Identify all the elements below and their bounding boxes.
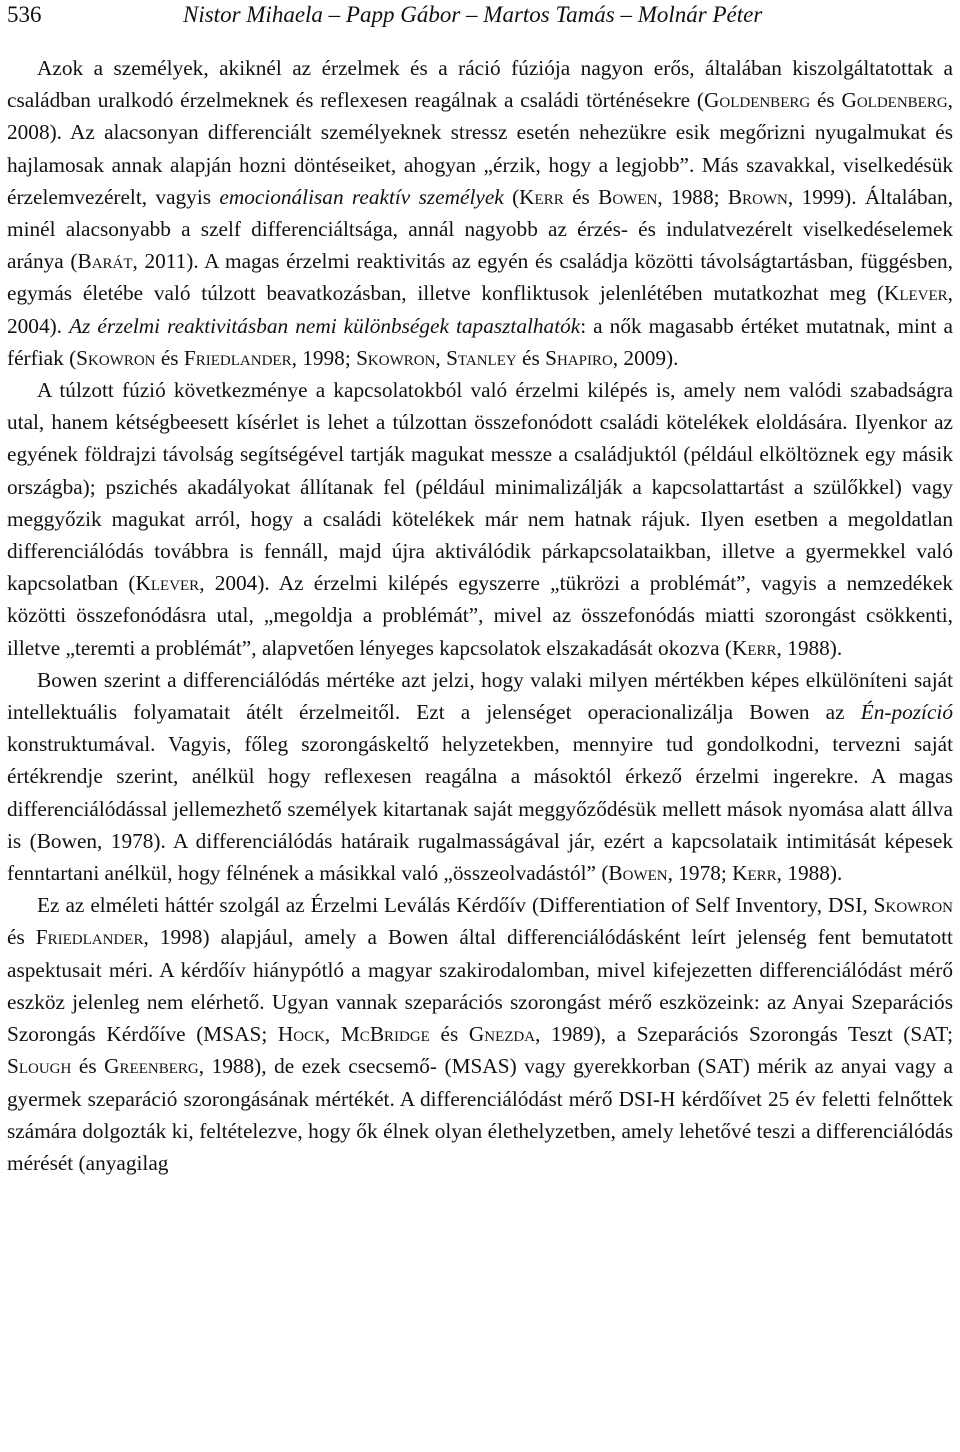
- text-run: , 2004).: [7, 281, 953, 338]
- author-name: Kerr: [732, 861, 777, 886]
- text-run: , 1989), a Szeparációs Szorongás Teszt (SAT;: [535, 1022, 953, 1047]
- page-number: 536: [7, 2, 42, 27]
- running-head-authors: Nistor Mihaela – Papp Gábor – Martos Tamás – Molnár Péter: [183, 2, 763, 27]
- italic-term: Az érzelmi reaktivitásban nemi különbségek tapasztalhatók: [69, 313, 581, 338]
- text-run: : a nők magasabb értéket mutatnak, mint a férfiak (: [7, 313, 953, 370]
- author-name: Klever: [135, 571, 200, 596]
- text-run: , 1978;: [667, 861, 733, 886]
- text-run: és: [429, 1022, 469, 1047]
- text-run: , 1988), de ezek csecsemő- (MSAS) vagy gyerekkorban (SAT) mérik az anyai vagy a gyermek szeparáció szorongásának mértékét. A differenciálódást mérő DSI-H kérdőívet 25 év feletti felnőttek számára dolgozták ki, feltételezve, hogy ők élnek olyan élethelyzetben, amely lehetővé teszi a differenciálódás mérését (anyagilag: [7, 1054, 954, 1175]
- italic-term: Én-pozíció: [860, 700, 953, 725]
- text-run: ,: [324, 1022, 341, 1047]
- text-run: , 1988;: [657, 184, 728, 209]
- text-run: , 1988).: [776, 861, 843, 886]
- author-name: Skowron: [76, 345, 156, 370]
- author-name: Bowen: [608, 861, 668, 886]
- body-text: [7, 52, 953, 1179]
- text-run: , 2008). Az alacsonyan differenciált személyeknek stressz esetén nehezükre esik megőrizni nyugalmukat és hajlamosak annak alapján hozni döntéseiket, ahogyan „érzik, hogy a legjobb”. Más szavakkal, viselkedésük érzelemvezérelt, vagyis: [7, 88, 953, 209]
- italic-term: emocionálisan reaktív személyek: [219, 184, 504, 209]
- text-run: Azok a személyek, akiknél az érzelmek és a ráció fúziója nagyon erős, általában kiszolgáltatottak a családban uralkodó érzelmeknek és reflexesen reagálnak a családi történésekre (: [7, 56, 953, 113]
- text-run: , 2009).: [612, 345, 679, 370]
- text-run: (: [503, 184, 520, 209]
- text-run: és: [155, 345, 184, 370]
- author-name: Skowron: [873, 893, 953, 918]
- author-name: Friedlander: [183, 345, 292, 370]
- paragraph-2: [7, 374, 953, 664]
- text-run: A túlzott fúzió következménye a kapcsolatokból való érzelmi kilépés is, amely nem valódi szabadságra utal, hanem kétségbeesett kísérlet is lehet a túlzottan összefonódott családi kötelékek eloldására. Ilyenkor az egyének földrajzi távolság segítségével tartják magukat messze a családjuktól (például elköltöznek egy másik országba); pszichés akadályokat állítanak fel (például minimalizálják a kapcsolattartást a szülőkkel) vagy meggyőzik magukat arról, hogy a családi kötelékek már nem hatnak rájuk. Ilyen esetben a megoldatlan differenciálódás továbbra is fennáll, majd újra aktiválódik párkapcsolataikban, illetve a gyermekkel való kapcsolatban (: [7, 378, 953, 596]
- author-name: Slough: [7, 1054, 72, 1079]
- text-run: ,: [435, 345, 447, 370]
- author-name: Kerr: [731, 635, 777, 660]
- text-run: és: [71, 1054, 105, 1079]
- author-name: Greenberg: [104, 1054, 199, 1079]
- author-name: Kerr: [519, 184, 564, 209]
- paragraph-4: [7, 889, 953, 1179]
- author-name: Gnezda: [468, 1022, 536, 1047]
- author-name: Bowen: [598, 184, 658, 209]
- text-run: , 1988).: [776, 635, 843, 660]
- text-run: és: [810, 88, 842, 113]
- running-head: [7, 0, 953, 44]
- author-name: Klever: [883, 281, 948, 306]
- author-name: Goldenberg: [841, 88, 948, 113]
- author-name: Hock: [277, 1022, 325, 1047]
- paragraph-1: [7, 52, 953, 374]
- text-run: , 2004). Az érzelmi kilépés egyszerre „tükrözi a problémát”, vagyis a nemzedékek közötti összefonódásra utal, „megoldja a problémát”, mivel az összefonódás miatti szorongást csökkenti, illetve „teremti a problémát”, alapvetően lényeges kapcsolatok elszakadását okozva (: [7, 571, 954, 660]
- author-name: McBridge: [340, 1022, 430, 1047]
- paragraph-3: [7, 664, 953, 889]
- text-run: Bowen szerint a differenciálódás mértéke azt jelzi, hogy valaki milyen mértékben képes elkülöníteni saját intellektuális folyamatait átélt érzelmeitől. Ezt a jelenséget operacionalizálja Bowen az: [7, 667, 953, 725]
- author-name: Brown: [727, 184, 788, 209]
- author-name: Friedlander: [35, 925, 144, 950]
- author-name: Goldenberg: [703, 88, 811, 113]
- text-run: , 1998;: [291, 345, 357, 370]
- text-run: Ez az elméleti háttér szolgál az Érzelmi Leválás Kérdőív (Differentiation of Self Inventory, DSI,: [37, 893, 874, 918]
- text-run: , 1999). Általában, minél alacsonyabb a szelf differenciáltsága, annál nagyobb az érzés- és indulatvezérelt viselkedéselemek aránya (: [7, 184, 954, 274]
- text-run: és: [563, 184, 599, 209]
- text-run: és: [7, 925, 36, 950]
- text-run: konstruktumával. Vagyis, főleg szorongáskeltő helyzetekben, mennyire tud gondolkodni, tervezni saját értékrendje szerint, anélkül hogy reflexesen reagálna a másoktól érkező érzelmi ingerekre. A magas differenciálódással jellemezhető személyek kitartanak saját meggyőződésük mellett mások nyomása alatt állva is (Bowen, 1978). A differenciálódás határaik rugalmasságával jár, ezért a kapcsolataik intimitását képesek fenntartani anélkül, hogy félnének a másikkal való „összeolvadástól” (: [7, 732, 953, 886]
- document-page: [7, 0, 953, 1452]
- author-name: Stanley: [446, 345, 517, 370]
- author-name: Shapiro: [545, 345, 613, 370]
- text-run: , 1998) alapjául, amely a Bowen által differenciálódásként leírt jelenség fent bemutatott aspektusait méri. A kérdőív hiánypótló a magyar szakirodalomban, mivel kifejezetten differenciálódást mérő eszköz jelenleg nem elérhető. Ugyan vannak szeparációs szorongást mérő eszközeink: az Anyai Szeparációs Szorongás Kérdőíve (MSAS;: [7, 925, 953, 1047]
- text-run: , 2011). A magas érzelmi reaktivitás az egyén és családja közötti távolságtartásban, függésben, egymás életébe való túlzott beavatkozásban, illetve konfliktusok jelenlétében mutatkozhat meg (: [7, 249, 953, 306]
- text-run: és: [516, 345, 546, 370]
- author-name: Barát: [77, 249, 133, 274]
- author-name: Skowron: [356, 345, 436, 370]
